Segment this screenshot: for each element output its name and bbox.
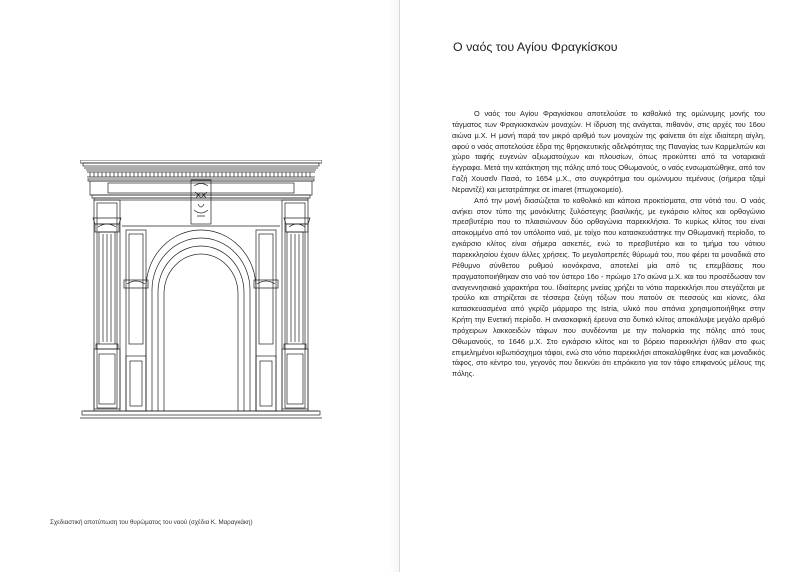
paragraph-1: Ο ναός του Αγίου Φραγκίσκου αποτελούσε το καθολικό της ομώνυμης μονής του τάγματος των Φραγκισκανών μοναχών. Η ίδρυση της ανάγεται, πιθανόν, στις αρχές του 16ου αιώνα μ.Χ. Η μονή παρά τον μικρό αριθμό των μοναχών της φαίνεται ότι είχε ιδιαίτερη αίγλη, αφού ο ναός αποτελούσε έδρα της θρησκευτικής αδελφότητας της Παναγίας των Καρμελιτών και χώρο ταφής ευγενών αξιωματούχων και πλουσίων, όπως προκύπτει από τα νοταριακά έγγραφα. Μετά την κατάκτηση της πόλης από τους Οθωμανούς, ο ναός ενσωματώθηκε, από τον Γαζή Χουσεΐν Πασά, το 1654 μ.Χ., στο συγκρότημα του ομώνυμου τεμένους (σήμερα τζαμί Νεραντζέ) και μετατράπηκε σε imaret (πτωχοκομείο). [452,109,765,194]
right-page [400,0,800,572]
body-text [452,109,765,380]
page-title: Ο ναός του Αγίου Φραγκίσκου [453,40,618,54]
paragraph-2: Από την μονή διασώζεται το καθολικό και κάποια προκτίσματα, στα νότιά του. Ο ναός ανήκει στον τύπο της μονόκλιτης ξυλόστεγης βασιλικής, με εγκάρσιο κλίτος και ορθογώνιο πρεσβυτέριο που το πλαισιώνουν δύο ορθογώνια παρεκκλήσια. Το κυρίως κλίτος του είναι αποκομμένο από τον υπόλοιπο ναό, με τοίχο που κατασκευάστηκε την Οθωμανική περίοδο, το εγκάρσιο κλίτος είναι σήμερα ασκεπές, ενώ το πρεσβυτέριο και το τμήμα του νότιου παρεκκλησίου έχουν άλλες χρήσεις. Το μεγαλοπρεπές θύρωμά του, που φέρει τα μοναδικά στο Ρέθυμνο σύνθετου ρυθμού κιονόκρανα, αποτελεί μία από τις επεμβάσεις που πραγματοποιήθηκαν στο ναό τον ύστερο 16ο - πρώιμο 17ο αιώνα μ.Χ. και του προσέδωσαν τον αναγεννησιακό χαρακτήρα του. Ιδιαίτερης μνείας χρήζει το νότιο παρεκκλήσι που στεγάζεται με τρούλο και στηρίζεται σε τέσσερα ζεύγη τόξων που πατούν σε πεσσούς και κίονες, όλα κατασκευασμένα από γκρίζο μάρμαρο της Istria, υλικό που σπάνια χρησιμοποιήθηκε στην Κρήτη την Ενετική περίοδο. Η ανασκαφική έρευνα στο δυτικό κλίτος αποκάλυψε μεγάλο αριθμό πρόχειρων λακκοειδών τάφων που συνδέονται με την πολιορκία της πόλης από τους Οθωμανούς, το 1646 μ.Χ. Στο εγκάρσιο κλίτος και το βόρειο παρεκκλήσι ήλθαν στο φως επιμελημένοι κιβωτιόσχημοι τάφοι, ενώ στο νότιο παρεκκλήσι αποκαλύφθηκε ένας και μοναδικός τάφος, στο κέντρο του, γεγονός που δεικνύει ότι επρόκειτο για τον τάφο επιφανούς μέλους της πόλης. [452,195,765,379]
figure-caption: Σχεδιαστική αποτύπωση του θυρώματος του ναού (σχέδια Κ. Μαραγκάκη) [50,519,253,526]
portal-elevation-drawing [80,160,322,426]
